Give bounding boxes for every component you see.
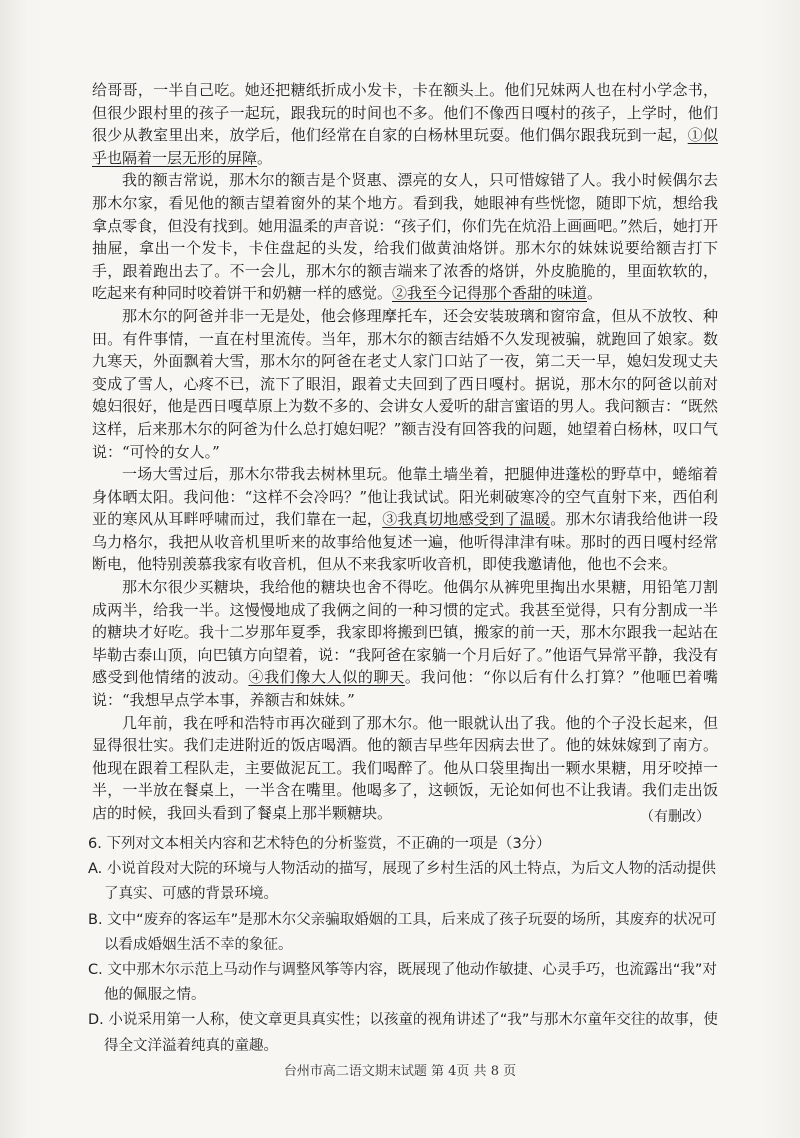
paragraph-text: 一场大雪过后，那木尔带我去树林里玩。他靠土墙坐着，把腿伸进蓬松的野草中，蜷缩着身体晒太阳。我问他：“这样不会冷吗？”他让我试试。阳光刺破寒冷的空气直射下来，西伯利亚的寒风从耳畔呼啸而过，我们靠在一起，	[92, 465, 718, 529]
paragraph-text: 。我问他：“你以后有什么打算？”他咂巴着嘴说：“我想早点学本事，养额吉和妹妹。”	[92, 668, 718, 710]
page-footer: 台州市高二语文期末试题 第 4页 共 8 页	[283, 1064, 517, 1079]
option-b[interactable]: B. 文中“废弃的客运车”是那木尔父亲骗取婚姻的工具，后来成了孩子玩耍的场所，其废弃的状况可以看成婚姻生活不幸的象征。	[88, 911, 717, 953]
paragraph-text: 。	[257, 148, 273, 167]
story-body	[92, 79, 718, 825]
paragraph-text: 我的额吉常说，那木尔的额吉是个贤惠、漂亮的女人，只可惜嫁错了人。我小时候偶尔去那木尔家，看见他的额吉望着窗外的某个地方。看到我，她眼神有些恍惚，随即下炕，想给我拿点零食，但没有找到。她用温柔的声音说：“孩子们，你们先在炕沿上画画吧。”然后，她打开抽屉，拿出一个发卡，卡住盘起的头发，给我们做黄油烙饼。那木尔的妹妹说要给额吉打下手，跟着跑出去了。不一会儿，那木尔的额吉端来了浓香的烙饼，外皮脆脆的，里面软软的，吃起来有种同时咬着饼干和奶糖一样的感觉。	[92, 171, 718, 303]
paragraph-text: 。那木尔请我给他讲一段乌力格尔，我把从收音机里听来的故事给他复述一遍，他听得津津有味。那时的西日嘎村经常断电，他特别羡慕我家有收音机，但从不来我家听收音机，即使我邀请他，他也不会来。	[92, 510, 718, 574]
story-paragraph	[92, 169, 718, 305]
option-c[interactable]: C. 文中那木尔示范上马动作与调整风筝等内容，既展现了他动作敏捷、心灵手巧，也流露出“我”对他的佩服之情。	[88, 962, 717, 1004]
paragraph-text: 给哥哥，一半自己吃。她还把糖纸折成小发卡，卡在额头上。他们兄妹两人也在村小学念书，但很少跟村里的孩子一起玩，跟我玩的时间也不多。他们不像西日嘎村的孩子，上学时，他们很少从教室里出来，放学后，他们经常在自家的白杨林里玩耍。他们偶尔跟我玩到一起，	[92, 81, 718, 145]
source-note: （有删改）	[640, 809, 710, 825]
story-paragraph	[92, 305, 718, 463]
story-paragraph	[92, 712, 718, 825]
paragraph-text: 那木尔的阿爸并非一无是处，他会修理摩托车，还会安装玻璃和窗帘盒，但从不放牧、种田。有件事情，一直在村里流传。当年，那木尔的额吉结婚不久发现被骗，就跑回了娘家。数九寒天，外面飘着大雪，那木尔的阿爸在老丈人家门口站了一夜，第二天一早，媳妇发现丈夫变成了雪人，心疼不已，流下了眼泪，跟着丈夫回到了西日嘎村。据说，那木尔的阿爸以前对媳妇很好，他是西日嘎草原上为数不多的、会讲女人爱听的甜言蜜语的男人。我问额吉：“既然这样，后来那木尔的阿爸为什么总打媳妇呢？”额吉没有回答我的问题，她望着白杨林，叹口气说：“可怜的女人。”	[92, 306, 718, 461]
paragraph-text: 那木尔很少买糖块，我给他的糖块也舍不得吃。他偶尔从裤兜里掏出水果糖，用铅笔刀割成两半，给我一半。这慢慢地成了我俩之间的一种习惯的定式。我甚至觉得，只有分割成一半的糖块才好吃。我十二岁那年夏季，我家即将搬到巴镇，搬家的前一天，那木尔跟我一起站在毕勒古泰山顶，向巴镇方向望着，说：“我阿爸在家躺一个月后好了。”他语气异常平静，我没有感受到他情绪的波动。	[92, 578, 718, 687]
marked-sentence: ①似乎也隔着一层无形的屏障	[92, 126, 718, 167]
story-paragraph	[92, 576, 718, 712]
paragraph-text: 。	[587, 284, 603, 303]
paragraph-text: 几年前，我在呼和浩特市再次碰到了那木尔。他一眼就认出了我。他的个子没长起来，但显得很壮实。我们走进附近的饭店喝酒。他的额吉早些年因病去世了。他的妹妹嫁到了南方。他现在跟着工程队走，主要做泥瓦工。我们喝醉了。他从口袋里掏出一颗水果糖，用牙咬掉一半，一半放在餐桌上，一半含在嘴里。他喝多了，这顿饭，无论如何也不让我请。我们走出饭店的时候，我回头看到了餐桌上那半颗糖块。	[92, 713, 718, 822]
marked-sentence: ③我真切地感受到了温暖	[382, 510, 551, 529]
question-6	[88, 832, 718, 1059]
marked-sentence: ④我们像大人似的聊天	[248, 668, 405, 687]
question-stem: 6. 下列对文本相关内容和艺术特色的分析鉴赏，不正确的一项是（3分）	[88, 836, 551, 852]
story-paragraph	[92, 79, 718, 169]
story-paragraph	[92, 463, 718, 576]
marked-sentence: ②我至今记得那个香甜的味道	[392, 284, 588, 303]
option-a[interactable]: A. 小说首段对大院的环境与人物活动的描写，展现了乡村生活的风土特点，为后文人物的活动提供了真实、可感的背景环境。	[88, 861, 716, 903]
option-d[interactable]: D. 小说采用第一人称，使文章更具真实性；以孩童的视角讲述了“我”与那木尔童年交往的故事，使得全文洋溢着纯真的童趣。	[88, 1012, 718, 1054]
